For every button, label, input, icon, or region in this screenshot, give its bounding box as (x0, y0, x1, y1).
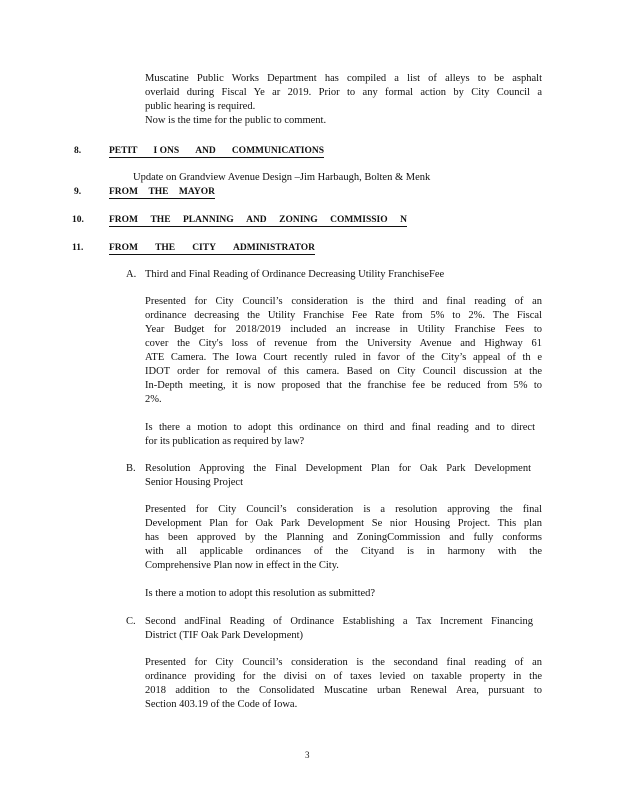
item-a-body-line: ordinance decreasing the Utility Franchise Fee Rate from 5% to 2%. The Fiscal (145, 310, 542, 321)
item-a-body-line: 2%. (145, 394, 162, 405)
section-8-number: 8. (74, 146, 82, 156)
section-10-number: 10. (72, 215, 84, 225)
intro-line: public hearing is required. (145, 101, 256, 112)
item-b-body-line: has been approved by the Planning and ZoningCommission and fully conforms (145, 532, 542, 543)
item-b-body-line: Comprehensive Plan now in effect in the City. (145, 560, 339, 571)
item-a-body-line: Year Budget for 2018/2019 included an increase in Utility Franchise Fees to (145, 324, 542, 335)
item-a-body-line: ATE Camera. The Iowa Court recently ruled in favor of the City’s appeal of th e (145, 352, 542, 363)
item-a-body (145, 295, 542, 407)
page-number: 3 (305, 750, 310, 760)
item-c-body-line: Section 403.19 of the Code of Iowa. (145, 699, 298, 710)
section-9-number: 9. (74, 187, 82, 197)
intro-line: Muscatine Public Works Department has compiled a list of alleys to be asphalt (145, 73, 542, 84)
section-11-number: 11. (72, 243, 84, 253)
section-8-heading: PETIT I ONS AND COMMUNICATIONS (109, 146, 324, 156)
item-a-body-line: In-Depth meeting, it is now proposed that the franchise fee be reduced from 5% to (145, 380, 542, 391)
item-c-body (145, 656, 542, 712)
item-c-body-line: Presented for City Council’s consideration is the secondand final reading of an (145, 657, 542, 668)
section-10-heading: FROM THE PLANNING AND ZONING COMMISSIO N (109, 215, 407, 225)
intro-line: Now is the time for the public to comment. (145, 115, 327, 126)
item-c-body-line: 2018 addition to the Consolidated Muscatine urban Renewal Area, pursuant to (145, 685, 542, 696)
item-b-title-line: Resolution Approving the Final Development Plan for Oak Park Development (145, 463, 531, 474)
section-8-update-line: Update on Grandview Avenue Design –Jim Harbaugh, Bolten & Menk (133, 172, 431, 183)
item-b-body-line: Development Plan for Oak Park Development Se nior Housing Project. This plan (145, 518, 542, 529)
item-a-label: A. (126, 269, 137, 280)
section-11-heading: FROM THE CITY ADMINISTRATOR (109, 243, 315, 253)
item-b-body-line: Presented for City Council’s consideration is a resolution approving the final (145, 504, 542, 515)
item-b-question: Is there a motion to adopt this resolution as submitted? (145, 588, 376, 599)
item-b-title-line: Senior Housing Project (145, 477, 243, 488)
item-c-title-line: District (TIF Oak Park Development) (145, 630, 304, 641)
item-c-title-line: Second andFinal Reading of Ordinance Establishing a Tax Increment Financing (145, 616, 533, 627)
item-a-question-line: Is there a motion to adopt this ordinance on third and final reading and to direct (145, 422, 535, 433)
intro-line: overlaid during Fiscal Ye ar 2019. Prior to any formal action by City Council a (145, 87, 542, 98)
item-a-body-line: Presented for City Council’s consideration is the third and final reading of an (145, 296, 542, 307)
item-c-title (145, 615, 533, 643)
item-b-label: B. (126, 463, 136, 474)
item-b-body (145, 503, 542, 573)
item-a-title: Third and Final Reading of Ordinance Decreasing Utility FranchiseFee (145, 269, 445, 280)
intro-paragraph (145, 72, 542, 128)
item-b-body-line: with all applicable ordinances of the Cityand is in harmony with the (145, 546, 542, 557)
item-a-body-line: cover the City's loss of revenue from the University Avenue and Highway 61 (145, 338, 542, 349)
item-a-body-line: IDOT order for removal of this camera. Based on City Council discussion at the (145, 366, 542, 377)
section-9-heading: FROM THE MAYOR (109, 187, 215, 197)
item-c-label: C. (126, 616, 136, 627)
item-c-body-line: ordinance providing for the divisi on of taxes levied on taxable property in the (145, 671, 542, 682)
item-a-question-line: for its publication as required by law? (145, 436, 305, 447)
item-a-question (145, 421, 535, 449)
item-b-title (145, 462, 531, 490)
